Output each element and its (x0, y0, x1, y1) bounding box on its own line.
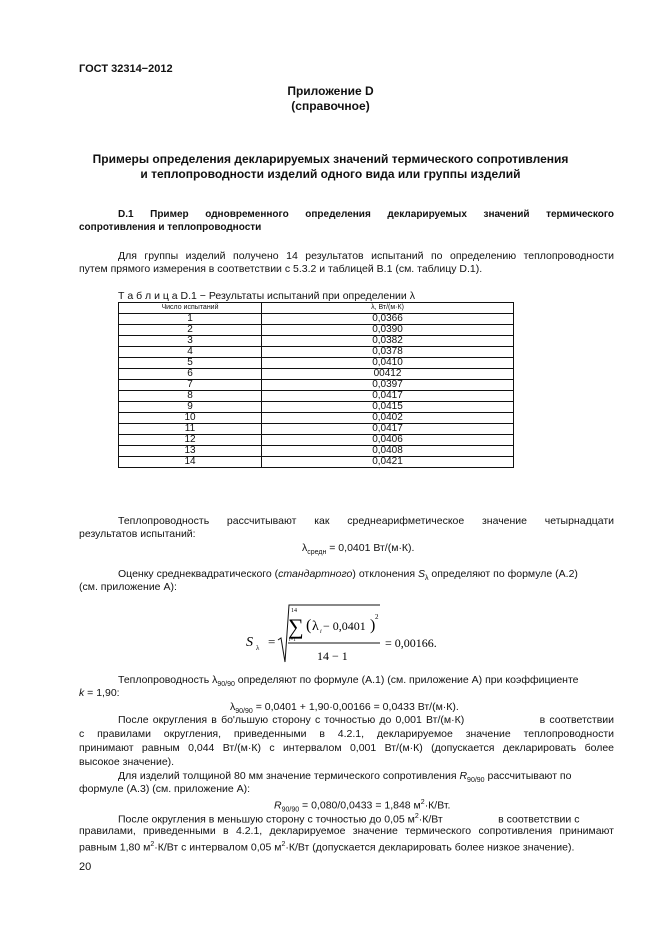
cell-lambda-value: 0,0378 (262, 347, 514, 358)
cell-test-number: 13 (119, 446, 262, 457)
lambda-i: λ (312, 619, 319, 634)
cell-lambda-value: 0,0421 (262, 457, 514, 468)
stdev-line-2: (см. приложение А): (79, 581, 177, 593)
sum-sigma: ∑ (288, 614, 304, 639)
results-table (118, 302, 514, 468)
formula-svg (244, 604, 454, 670)
cell-test-number: 12 (119, 435, 262, 446)
cell-test-number: 3 (119, 336, 262, 347)
cell-test-number: 4 (119, 347, 262, 358)
mean-line-1: Теплопроводность рассчитывают как среднеарифметическое значение четырнадцати (118, 515, 614, 527)
cell-lambda-value: 0,0390 (262, 325, 514, 336)
page-number: 20 (79, 861, 92, 873)
heading-line-2: и теплопроводности изделий одного вида или группы изделий (140, 167, 521, 181)
header-lambda: λ, Вт/(м·К) (262, 303, 514, 314)
sum-top: 14 (291, 608, 297, 614)
lambda9090-line-2: k = 1,90: (79, 687, 120, 699)
cell-lambda-value: 0,0382 (262, 336, 514, 347)
table-row (119, 380, 514, 391)
cell-lambda-value: 0,0410 (262, 358, 514, 369)
paren-close: ) (370, 617, 376, 634)
cell-lambda-value: 0,0402 (262, 413, 514, 424)
lambda9090-calc: $\lambda_{90/90} = 0,0401 + 1,90\cdot 0,00166 = 0,0433$ Вт/(м·К). (230, 701, 459, 716)
table-row (119, 435, 514, 446)
square-exp: 2 (375, 613, 379, 621)
rounding1-line-3: принимают равным 0,044 Вт/(м·К) с интервалом 0,001 Вт/(м·К) (допускается декларировать более (79, 742, 614, 754)
rounding2-line-2: правилами, приведенными в 4.2.1, декларируемое значение термического сопротивления принимают (79, 825, 614, 837)
table-row (119, 391, 514, 402)
rounding1-line-1: После округления в бо'льшую сторону с точностью до 0,001 Вт/(м·К) в соответствии (118, 714, 614, 726)
intro-line-1: Для группы изделий получено 14 результатов испытаний по определению теплопроводности (118, 250, 614, 262)
table-row (119, 446, 514, 457)
standard-header: ГОСТ 32314−2012 (79, 63, 173, 75)
cell-test-number: 11 (119, 424, 262, 435)
intro-line-2: путем прямого измерения в соответствии с 5.3.2 и таблицей В.1 (см. таблицу D.1). (79, 263, 483, 275)
cell-test-number: 7 (119, 380, 262, 391)
cell-test-number: 6 (119, 369, 262, 380)
formula-eq: = (268, 634, 276, 649)
stdev-line-1: Оценку среднеквадратического (стандартного) отклонения $S_\lambda$ определяют по формуле (А.2) (118, 568, 578, 583)
thermal-line-2: формуле (А.3) (см. приложение А): (79, 783, 251, 795)
cell-lambda-value: 0,0415 (262, 402, 514, 413)
cell-lambda-value: 0,0417 (262, 424, 514, 435)
mean-formula: $\lambda_{средн} = 0,0401$ Вт/(м·К). (302, 542, 415, 557)
cell-test-number: 5 (119, 358, 262, 369)
formula-lhs-sub: λ (256, 644, 260, 652)
table-row (119, 347, 514, 358)
appendix-subtitle: (справочное) (291, 99, 370, 113)
table-caption: Т а б л и ц а D.1 − Результаты испытаний при определении λ (118, 290, 415, 302)
table-row (119, 325, 514, 336)
table-row (119, 424, 514, 435)
cell-test-number: 9 (119, 402, 262, 413)
thermal-line-1: Для изделий толщиной 80 мм значение термического сопротивления $R_{90/90}$ рассчитывают по (118, 770, 572, 785)
cell-lambda-value: 0,0417 (262, 391, 514, 402)
table-header-row (119, 303, 514, 314)
table-row (119, 358, 514, 369)
paren-open: ( (306, 617, 312, 634)
table-row (119, 402, 514, 413)
table-row (119, 413, 514, 424)
stdev-formula (244, 604, 444, 666)
section-title-line-2: сопротивления и теплопроводности (79, 222, 262, 233)
formula-result: = 0,00166. (385, 636, 437, 650)
rounding2-line-1: После округления в меньшую сторону с точностью до 0,05 $м^2\cdot К/Вт$ в соответствии с (118, 813, 580, 826)
minus-mean: − 0,0401 (323, 619, 366, 633)
lambda-i-sub: i (320, 629, 322, 635)
header-tests-count: Число испытаний (119, 303, 262, 314)
mean-line-2: результатов испытаний: (79, 528, 196, 540)
table-row (119, 336, 514, 347)
cell-test-number: 1 (119, 314, 262, 325)
cell-lambda-value: 0,0366 (262, 314, 514, 325)
lambda9090-line-1: Теплопроводность $\lambda_{90/90}$ определяют по формуле (А.1) (см. приложение А) при коэффициенте (118, 674, 579, 689)
cell-lambda-value: 0,0397 (262, 380, 514, 391)
thermal-calc: $R_{90/90} = 0,080/0,0433 = 1,848$ $м^2\cdot К/Вт$. (274, 799, 451, 814)
table-row (119, 314, 514, 325)
cell-test-number: 10 (119, 413, 262, 424)
formula-lhs: S (246, 635, 253, 650)
table-row (119, 369, 514, 380)
rounding1-line-4: высокое значение). (79, 756, 175, 768)
appendix-title: Приложение D (287, 84, 374, 98)
heading-line-1: Примеры определения декларируемых значений термического сопротивления (92, 152, 569, 166)
cell-lambda-value: 00412 (262, 369, 514, 380)
rounding2-line-3: равным 1,80 $м^2\cdot К/Вт$ с интервалом 0,05 $м^2\cdot К/Вт$ (допускается декларировать более низкое значение). (79, 841, 575, 854)
section-title-line-1: D.1 Пример одновременного определения декларируемых значений термического (118, 209, 614, 220)
cell-test-number: 14 (119, 457, 262, 468)
table-row (119, 457, 514, 468)
rounding1-line-2: с правилами округления, приведенными в 4.2.1, декларируемое значение теплопроводности (79, 728, 614, 740)
sum-bottom: i=1 (289, 638, 296, 643)
denominator: 14 − 1 (317, 649, 348, 663)
cell-lambda-value: 0,0408 (262, 446, 514, 457)
cell-test-number: 8 (119, 391, 262, 402)
cell-test-number: 2 (119, 325, 262, 336)
cell-lambda-value: 0,0406 (262, 435, 514, 446)
